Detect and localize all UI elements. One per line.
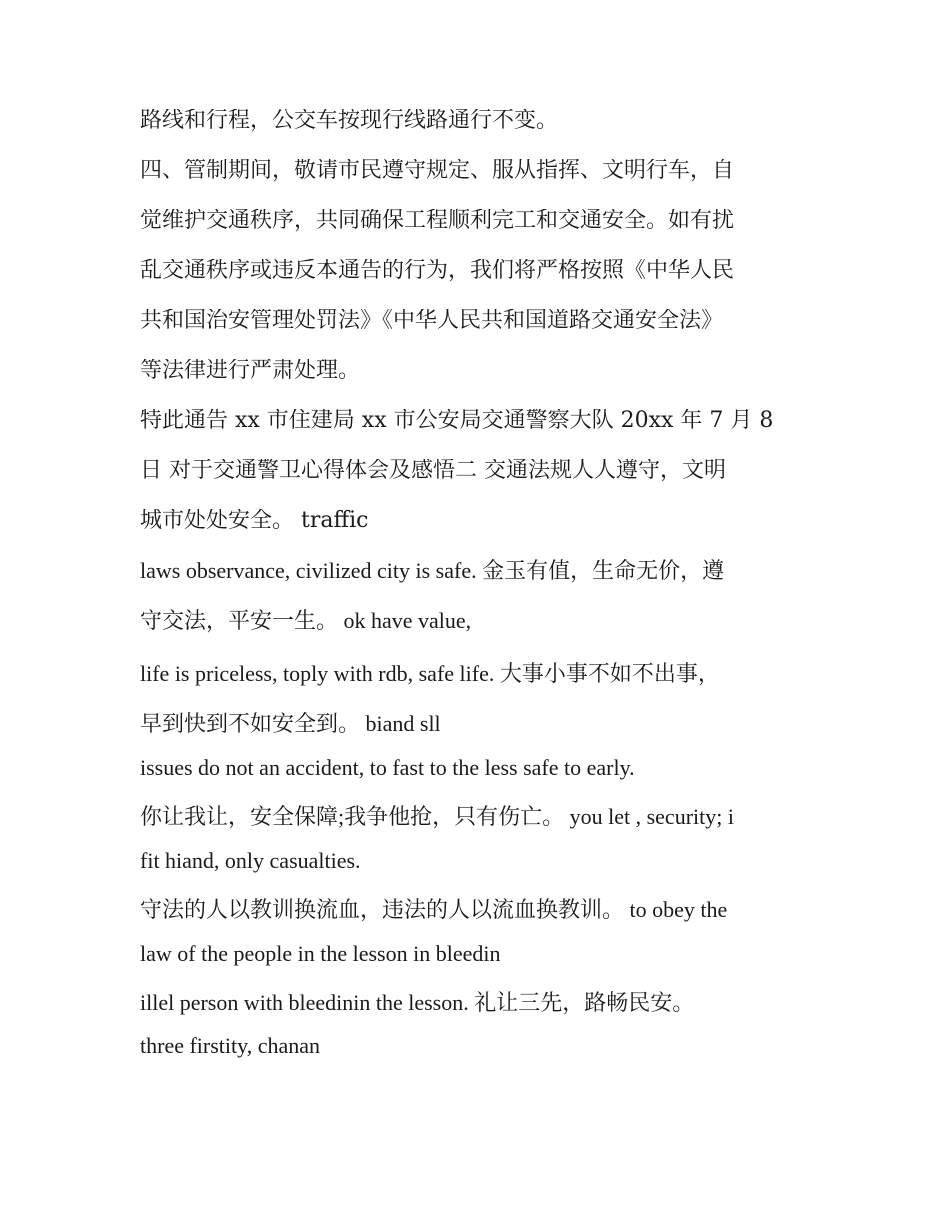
text-line: 守交法，平安一生。 ok have value, [140,609,472,633]
text-line: laws observance, civilized city is safe. 金玉有值，生命无价，遵 [140,559,725,583]
text-line: 早到快到不如安全到。 biand sll [140,712,441,736]
text-line: 你让我让，安全保障;我争他抢，只有伤亡。 you let , security; i [140,805,734,829]
text-line: 日 对于交通警卫心得体会及感悟二 交通法规人人遵守，文明 [140,459,726,483]
text-line: 等法律进行严肃处理。 [140,359,361,383]
text-line: 特此通告 xx 市住建局 xx 市公安局交通警察大队 20xx 年 7 月 8 [140,409,774,433]
text-line: 共和国治安管理处罚法》《中华人民共和国道路交通安全法》 [140,309,724,333]
text-line: 觉维护交通秩序，共同确保工程顺利完工和交通安全。如有扰 [140,209,735,233]
text-line: 路线和行程，公交车按现行线路通行不变。 [140,109,559,133]
text-line: 乱交通秩序或违反本通告的行为，我们将严格按照《中华人民 [140,259,735,283]
text-line: 四、管制期间，敬请市民遵守规定、服从指挥、文明行车，自 [140,159,735,183]
text-line: illel person with bleedinin the lesson. 礼让三先，路畅民安。 [140,991,695,1015]
text-line: fit hiand, only casualties. [140,849,361,873]
text-line: issues do not an accident, to fast to the less safe to early. [140,756,635,780]
text-line: three firstity, chanan [140,1034,320,1058]
text-line: 城市处处安全。 traffic [140,509,369,533]
text-line: 守法的人以教训换流血，违法的人以流血换教训。 to obey the [140,898,728,922]
text-line: law of the people in the lesson in bleedin [140,942,501,966]
text-line: life is priceless, toply with rdb, safe life. 大事小事不如不出事， [140,662,720,686]
document-body [140,109,820,1058]
